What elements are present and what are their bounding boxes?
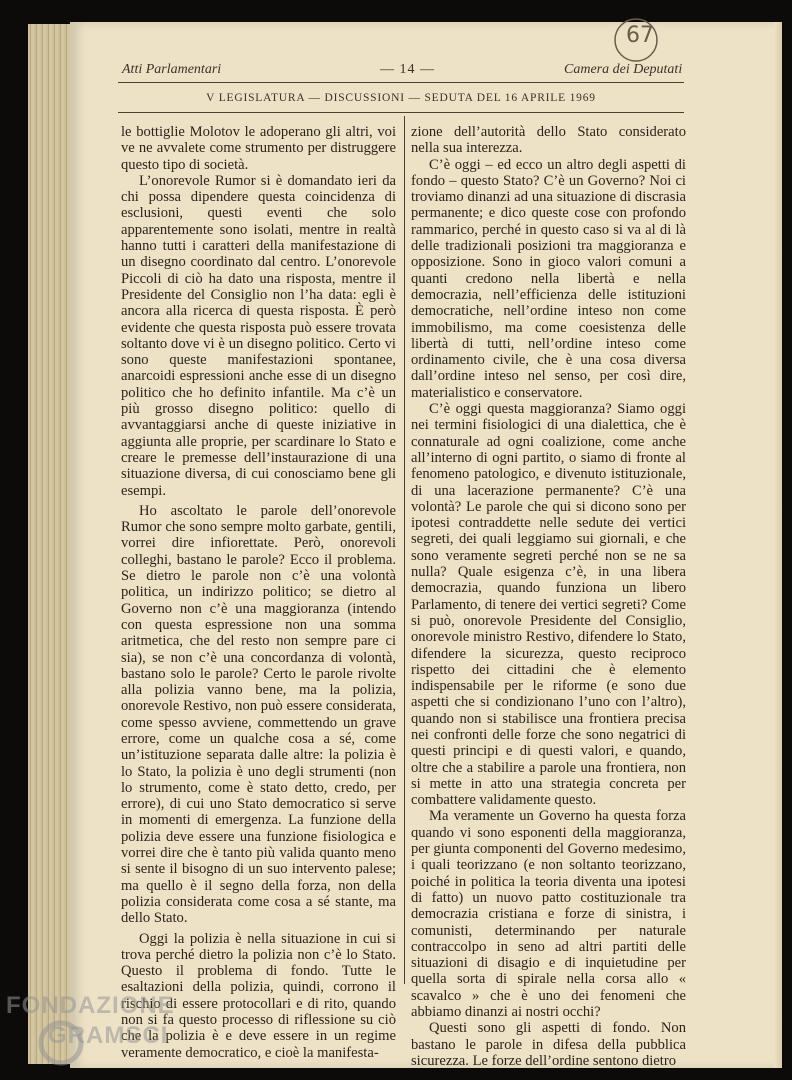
column-divider <box>404 116 405 984</box>
paragraph: L’onorevole Rumor si è domandato ieri da chi possa dipendere questa coincidenza di esclusioni, questi eventi che solo apparentemente sono isolati, mentre in realtà hanno tutti i caratteri della manifestazione di un disegno coordinato dal centro. L’onorevole Piccoli di ciò ha dato una risposta, mentre il Presidente del Consiglio non l’ha data: egli è ancora alla ricerca di questa risposta. È però evidente che questa risposta può essere trovata soltanto dove vi è un disegno politico. Certo vi sono queste manifestazioni spontanee, anarcoidi espressioni anche esse di un disegno politico che ho definito infantile. Ma c’è un più grosso disegno politico: quello di avvantaggiarsi anche di queste iniziative in aggiunta alle proprie, per scardinare lo Stato e creare le premesse dell’instaurazione di una situazione diversa, di cui conosciamo bene gli esempi. <box>121 172 396 499</box>
page-number: — 14 — <box>380 62 435 77</box>
sheet-edge <box>774 22 782 1068</box>
paragraph: Ho ascoltato le parole dell’onorevole Rumor che sono sempre molto garbate, gentili, vorrei dire infiorettate. Però, onorevoli colleghi, bastano le parole? Ecco il problema. Se dietro le parole non c’è una volontà politica, un indirizzo politico; se dietro al Governo non c’è una maggioranza (intendo con questa espressione non una somma aritmetica, che del resto non sempre pare ci sia), se non c’è una concordanza di volontà, bastano solo le parole? Certo le parole rivolte alla polizia vanno bene, ma la polizia, onorevole Restivo, non può essere considerata, come spesso avviene, commettendo un grave errore, come un qualche cosa a sé, come un’istituzione separata dalle altre: la polizia è lo Stato, la polizia è uno degli strumenti (non lo strumento, come è stato detto, credo, per errore), di cui uno Stato democratico si serve in momenti di emergenza. La funzione della polizia deve essere una funzione fisiologica e vorrei dire che è tanto più valida quanto meno si sente il bisogno di un suo intervento palese; ma quello è il segno della forza, non della polizia considerata come cosa a sé stante, ma dello Stato. <box>121 502 396 927</box>
paragraph: Questi sono gli aspetti di fondo. Non bastano le parole in difesa della pubblica sicurezza. Le forze dell’ordine sentono dietro <box>411 1020 686 1069</box>
header-rule <box>118 82 684 83</box>
watermark-line1: FONDAZIONE <box>6 992 175 1019</box>
folio-number: 67 <box>626 23 654 48</box>
paragraph: zione dell’autorità dello Stato considerato nella sua interezza. <box>411 124 686 157</box>
session-rule <box>118 112 684 113</box>
paragraph: le bottiglie Molotov le adoperano gli altri, voi ve ne avvalete come strumento per distruggere questo tipo di società. <box>121 124 396 173</box>
paragraph: C’è oggi questa maggioranza? Siamo oggi nei termini fisiologici di una dialettica, che è connaturale ad ogni coalizione, come anche all’interno di ogni partito, o siamo di fronte al fenomeno patologico, e divenuto istituzionale, di una lacerazione permanente? C’è una volontà? Le parole che qui si dicono sono per ipotesi contraddette nelle sedute dei vertici segreti, dei quali leggiamo sui giornali, e che sono veramente segreti perché non se ne sa nulla? Quale esigenza c’è, in una libera democrazia, quando funziona un libero Parlamento, di tenere dei vertici segreti? Come si può, onorevole Presidente del Consiglio, onorevole ministro Restivo, difendere lo Stato, difendere la sicurezza, questo reciproco rispetto dei cittadini che è elemento indispensabile per le riforme (e sono due aspetti che si condizionano l’uno con l’altro), quando non si stabilisce una frontiera precisa nei confronti delle forze che sono negatrici di questi principi e di questi valori, e quando, oltre che a stabilire a parole una frontiera, non si mette in atto una strategia concreta per combattere validamente questo. <box>411 401 686 809</box>
left-column <box>121 124 396 1061</box>
right-column <box>411 124 686 1069</box>
session-header: V LEGISLATURA — DISCUSSIONI — SEDUTA DEL 16 APRILE 1969 <box>206 92 596 104</box>
header-right: Camera dei Deputati <box>564 62 683 77</box>
paragraph: C’è oggi – ed ecco un altro degli aspetti di fondo – questo Stato? C’è un Governo? Noi ci troviamo dinanzi ad una situazione di discrasia permanente; e dico queste cose con profondo rammarico, perché in questo caso si va al di là delle tradizionali posizioni tra maggioranza e opposizione. Sono in gioco valori comuni a quanti credono nella libertà e nella democrazia, nell’efficienza delle istituzioni democratiche, nell’ordine inteso non come immobilismo, ma come coesistenza delle libertà di tutti, nell’ordine inteso come ordinamento civile, che è una cosa diversa dall’ordine inteso nel senso, per così dire, materialistico e conservatore. <box>411 156 686 401</box>
header-left: Atti Parlamentari <box>122 62 222 77</box>
watermark-line2: GRAMSCI <box>48 1022 169 1049</box>
paragraph: Ma veramente un Governo ha questa forza quando vi sono esponenti della maggioranza, per giunta componenti del Governo medesimo, i quali teorizzano (e non soltanto teorizzano, poiché in politica la teoria diventa una ipotesi di fatto) un nuovo patto costituzionale tra democrazia cristiana e forze di sinistra, i comunisti, determinando per naturale contraccolpo in seno ad altri partiti delle situazioni di disagio e di inquietudine per quella sorta di spirale nella corsa allo « scavalco » che è uno dei fenomeni che abbiamo dinanzi ai nostri occhi? <box>411 808 686 1021</box>
paragraph: Oggi la polizia è nella situazione in cui si trova perché dietro la polizia non c’è lo Stato. Questo il problema di fondo. Tutte le esaltazioni della polizia, quindi, corrono il rischio di essere protocollari e di rito, quando non si fa questo processo di riflessione su ciò che la polizia è e deve essere in un regime veramente democratico, e cioè la manifesta- <box>121 930 396 1061</box>
